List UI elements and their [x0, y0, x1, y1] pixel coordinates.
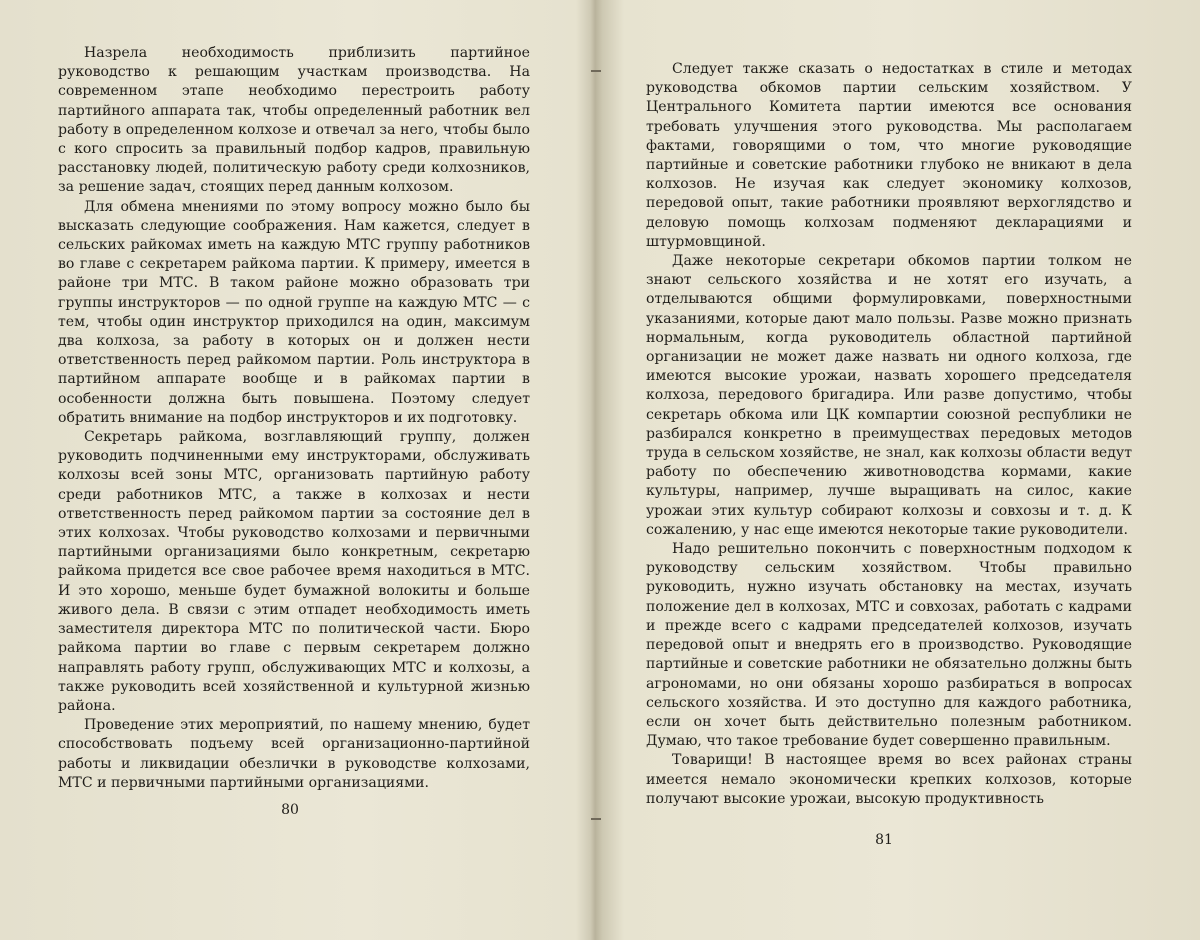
left-page	[0, 0, 596, 940]
paragraph: Секретарь райкома, возглавляющий группу, должен руководить подчиненными ему инструкторами, обслуживать колхозы всей зоны МТС, организовать партийную работу среди работников МТС, а также в колхозах и нести ответственность перед райкомом партии за состояние дел в этих колхозах. Чтобы руководство колхозами и первичными партийными организациями было конкретным, секретарю райкома придется все свое рабочее время находиться в МТС. И это хорошо, меньше будет бумажной волокиты и больше живого дела. В связи с этим отпадет необходимость иметь заместителя директора МТС по политической части. Бюро райкома партии во главе с первым секретарем должно направлять работу групп, обслуживающих МТС и колхозы, а также руководить всей хозяйственной и культурной жизнью района.	[58, 429, 530, 714]
paragraph: Следует также сказать о недостатках в стиле и методах руководства обкомов партии сельским хозяйством. У Центрального Комитета партии имеются все основания требовать улучшения этого руководства. Мы располагаем фактами, говорящими о том, что многие руководящие партийные и советские работники глубоко не вникают в дела колхозов. Не изучая как следует экономику колхозов, передовой опыт, такие работники проявляют верхоглядство и деловую помощь колхозам подменяют декларациями и штурмовщиной.	[646, 61, 1132, 250]
page-number: 80	[281, 802, 299, 818]
gutter-mark	[591, 70, 601, 72]
paragraph: Назрела необходимость приблизить партийное руководство к решающим участкам производства. На современном этапе необходимо перестроить работу партийного аппарата так, чтобы определенный работник вел работу в определенном колхозе и отвечал за него, чтобы было с кого спросить за правильный подбор кадров, правильную расстановку людей, политическую работу среди колхозников, за решение задач, стоящих перед данным колхозом.	[58, 45, 530, 196]
paragraph: Товарищи! В настоящее время во всех районах страны имеется немало экономически крепких колхозов, которые получают высокие урожаи, высокую продуктивность	[646, 752, 1132, 807]
paragraph: Даже некоторые секретари обкомов партии толком не знают сельского хозяйства и не хотят его изучать, а отделываются общими формулировками, поверхностными указаниями, которые дают мало пользы. Разве можно признать нормальным, когда руководитель областной партийной организации не может даже назвать ни одного колхоза, где имеются высокие урожаи, назвать хорошего председателя колхоза, передового бригадира. Или разве допустимо, чтобы секретарь обкома или ЦК компартии союзной республики не разбирался конкретно в преимуществах передовых методов труда в сельском хозяйстве, не знал, как колхозы области ведут работу по обеспечению животноводства кормами, какие культуры, например, лучше выращивать на силос, какие урожаи этих культур собирают колхозы и совхозы и т. д. К сожалению, у нас еще имеются некоторые такие руководители.	[646, 253, 1132, 538]
page-number: 81	[875, 832, 893, 848]
left-page-text	[58, 44, 530, 793]
paragraph: Надо решительно покончить с поверхностным подходом к руководству сельским хозяйством. Чтобы правильно руководить, нужно изучать обстановку на местах, изучать положение дел в колхозах, МТС и совхозах, работать с кадрами и прежде всего с кадрами председателей колхозов, изучать передовой опыт и внедрять его в производство. Руководящие партийные и советские работники не обязательно должны быть агрономами, но они обязаны хорошо разбираться в вопросах сельского хозяйства. И это доступно для каждого работника, если он хочет быть действительно полезным работником. Думаю, что такое требование будет совершенно правильным.	[646, 541, 1132, 750]
right-page	[604, 0, 1200, 940]
right-page-text	[646, 60, 1132, 809]
gutter-mark	[591, 818, 601, 820]
paragraph: Проведение этих мероприятий, по нашему мнению, будет способствовать подъему всей организационно-партийной работы и ликвидации обезлички в руководстве колхозами, МТС и первичными партийными организациями.	[58, 717, 530, 791]
paragraph: Для обмена мнениями по этому вопросу можно было бы высказать следующие соображения. Нам кажется, следует в сельских райкомах иметь на каждую МТС группу работников во главе с секретарем райкома партии. К примеру, имеется в районе три МТС. В таком районе можно образовать три группы инструкторов — по одной группе на каждую МТС — с тем, чтобы один инструктор приходился на один, максимум два колхоза, за работу в которых он и должен нести ответственность перед райкомом партии. Роль инструктора в партийном аппарате вообще и в райкомах партии в особенности должна быть повышена. Поэтому следует обратить внимание на подбор инструкторов и их подготовку.	[58, 198, 530, 426]
